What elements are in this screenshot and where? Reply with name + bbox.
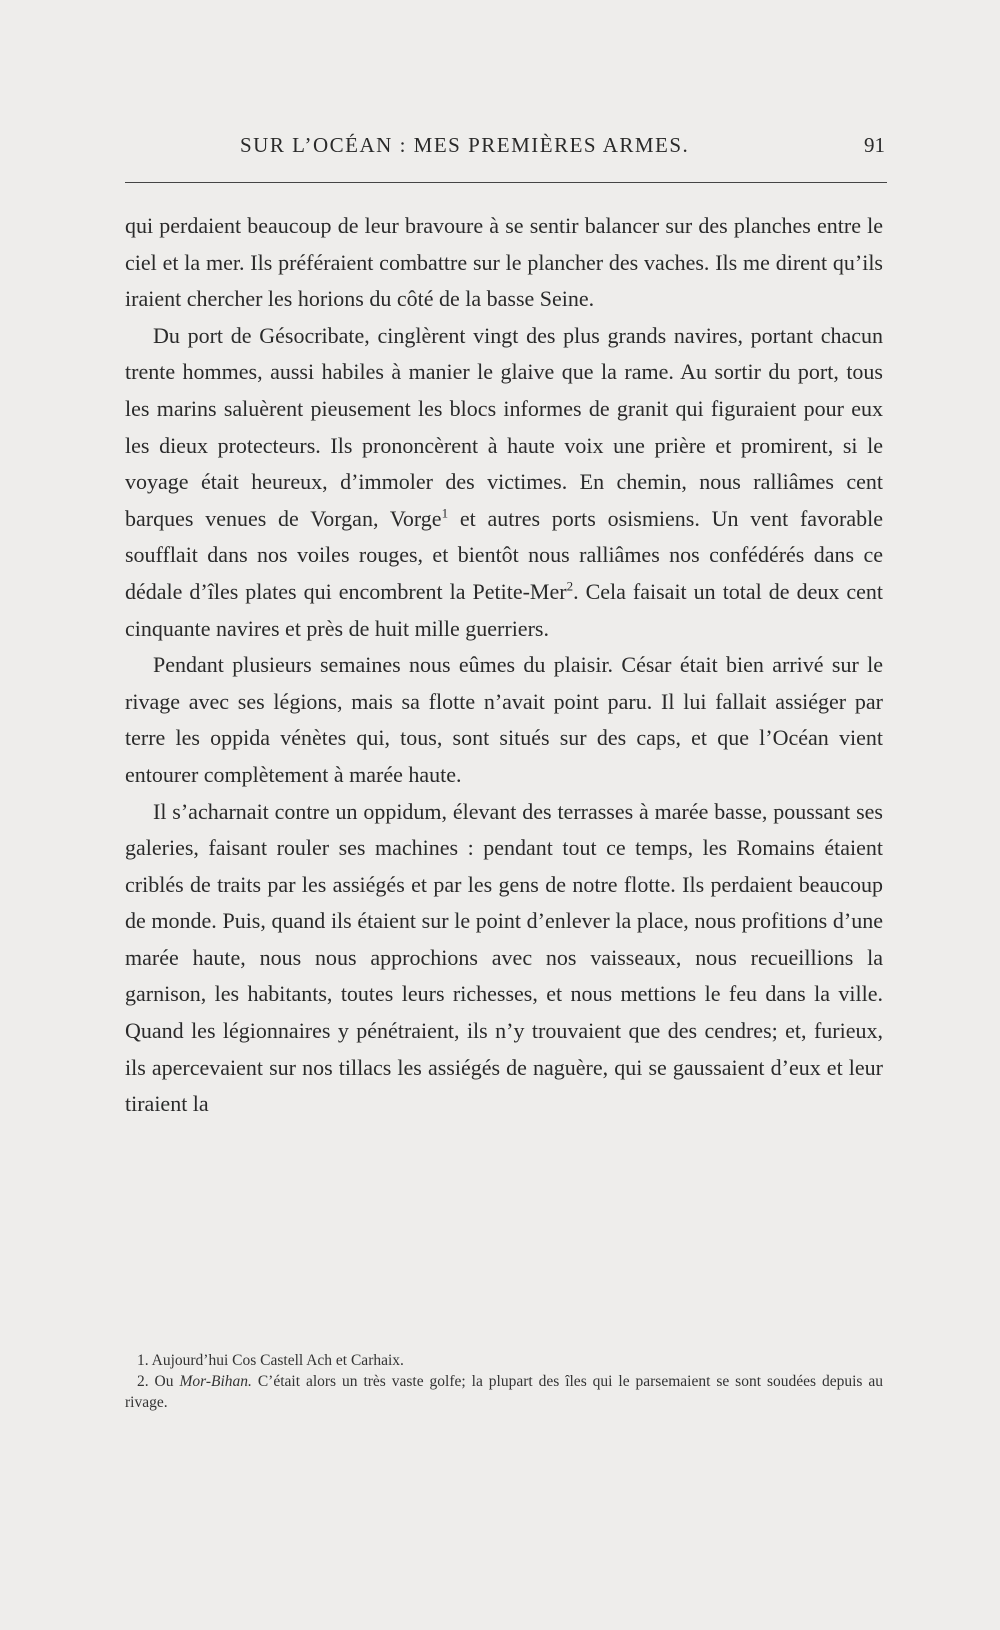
paragraph-2-part-b: et autres ports osismiens. Un vent favorable soufflait dans nos voiles rouges, et bientôt nous ralliâmes nos confédérés dans ce dédale d’îles plates qui encombrent la Petite-Mer (125, 505, 884, 604)
body-text (125, 208, 883, 1123)
footnote-ref-2: 2 (566, 578, 574, 594)
paragraph-1: qui perdaient beaucoup de leur bravoure à se sentir balancer sur des planches entre le ciel et la mer. Ils préféraient combattre sur le plancher des vaches. Ils me dirent qu’ils iraient chercher les horions du côté de la basse Seine. (125, 213, 883, 312)
page-number: 91 (864, 133, 885, 157)
paragraph-3: Pendant plusieurs semaines nous eûmes du plaisir. César était bien arrivé sur le rivage avec ses légions, mais sa flotte n’avait point paru. Il lui fallait assiéger par terre les oppida vénètes qui, tous, sont situés sur des caps, et que l’Océan vient entourer complètement à marée haute. (125, 652, 883, 787)
paragraph-2-part-a: Du port de Gésocribate, cinglèrent vingt des plus grands navires, portant chacun trente hommes, aussi habiles à manier le glaive que la rame. Au sortir du port, tous les marins saluèrent pieusement les blocs informes de granit qui figuraient pour eux les dieux protecteurs. Ils prononcèrent à haute voix une prière et promirent, si le voyage était heureux, d’immoler des victimes. En chemin, nous ralliâmes cent barques venues de Vorgan, Vorge (125, 322, 883, 531)
footnote-ref-1: 1 (441, 505, 449, 521)
footnote-2-italic: Mor-Bihan. (179, 1373, 252, 1390)
footnotes (125, 1350, 883, 1413)
running-title: SUR L’OCÉAN : MES PREMIÈRES ARMES. (240, 133, 690, 157)
header-rule (125, 182, 887, 183)
paragraph-2 (125, 318, 883, 647)
paragraph-2-part-c: . Cela faisait un total de deux cent cinquante navires et près de huit mille guerriers. (125, 578, 883, 641)
footnote-1: 1. Aujourd’hui Cos Castell Ach et Carhaix. (137, 1352, 404, 1369)
footnote-2-number: 2. Ou (137, 1373, 180, 1390)
paragraph-4: Il s’acharnait contre un oppidum, élevant des terrasses à marée basse, poussant ses galeries, faisant rouler ses machines : pendant tout ce temps, les Romains étaient criblés de traits par les assiégés et par les gens de notre flotte. Ils perdaient beaucoup de monde. Puis, quand ils étaient sur le point d’enlever la place, nous profitions d’une marée haute, nous nous approchions avec nos vaisseaux, nous recueillions la garnison, les habitants, toutes leurs richesses, et nous mettions le feu dans la ville. Quand les légionnaires y pénétraient, ils n’y trouvaient que des cendres; et, furieux, ils apercevaient sur nos tillacs les assiégés de naguère, qui se gaussaient d’eux et leur tiraient la (125, 798, 883, 1117)
running-head (125, 133, 885, 165)
footnote-2 (125, 1371, 883, 1413)
footnote-2-text: C’était alors un très vaste golfe; la plupart des îles qui le parsemaient se sont soudées depuis au rivage. (125, 1373, 883, 1411)
